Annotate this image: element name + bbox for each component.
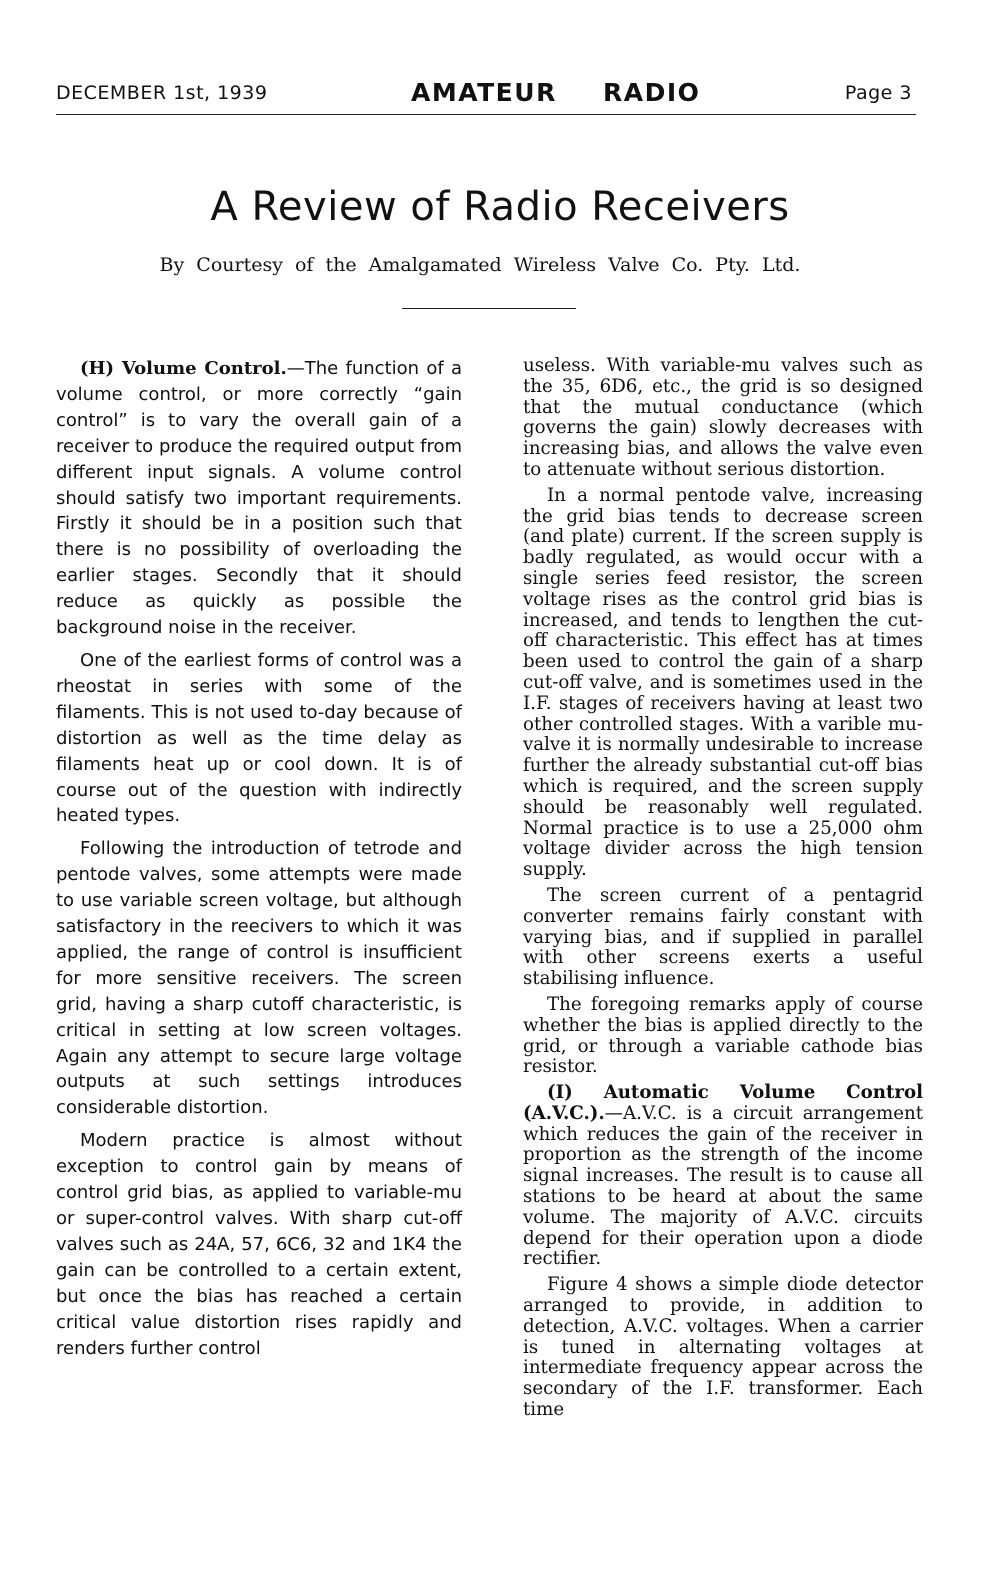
article-byline: By Courtesy of the Amalgamated Wireless Valve Co. Pty. Ltd. xyxy=(159,254,801,276)
section-heading-volume-control: (H) Volume Control. xyxy=(80,358,287,379)
right-column xyxy=(523,356,923,1426)
title-divider xyxy=(402,308,576,309)
paragraph-text: —A.V.C. is a circuit arrangement which reduces the gain of the receiver in proportion as the strength of the income signal increases. The result is to cause all stations to be heard at about the same volume. The majority of A.V.C. circuits depend for their operation upon a diode rectifier. xyxy=(523,1102,923,1270)
magazine-title: AMATEUR RADIO xyxy=(411,78,701,107)
page-number: Page 3 xyxy=(844,82,912,104)
paragraph-volume-control xyxy=(56,356,462,641)
paragraph-avc xyxy=(523,1083,923,1270)
issue-date: DECEMBER 1st, 1939 xyxy=(56,82,268,104)
paragraph-screen-voltage: Following the introduction of tetrode and pentode valves, some attempts were made to use variable screen voltage, but although satisfactory in the reecivers to which it was applied, the range of control is insufficient for more sensitive receivers. The screen grid, having a sharp cutoff characteristic, is critical in setting at low screen voltages. Again any attempt to secure large voltage outputs at such settings introduces considerable distortion. xyxy=(56,838,462,1119)
running-header xyxy=(56,78,916,115)
paragraph-rheostat: One of the earliest forms of control was a rheostat in series with some of the filaments. This is not used to-day because of distortion as well as the time delay as filaments heat up or cool down. It is of course out of the question with indirectly heated types. xyxy=(56,649,462,827)
paragraph-figure-4: Figure 4 shows a simple diode detector arranged to provide, in addition to detection, A.V.C. voltages. When a carrier is tuned in alternating voltages at intermediate frequency appear across the secondary of the I.F. transformer. Each time xyxy=(523,1274,923,1421)
paragraph-foregoing: The foregoing remarks apply of course whether the bias is applied directly to the grid, or through a variable cathode bias resistor. xyxy=(523,993,923,1078)
paragraph-grid-bias: Modern practice is almost without exception to control gain by means of control grid bias, as applied to variable-mu or super-control valves. With sharp cut-off valves such as 24A, 57, 6C6, 32 and 1K4 the gain can be controlled to a certain extent, but once the bias has reached a certain critical value distortion rises rapidly and renders further control xyxy=(56,1130,462,1359)
left-column xyxy=(56,356,462,1368)
paragraph-text: —The function of a volume control, or more correctly “gain control” is to vary the overall gain of a receiver to produce the required output from different input signals. A volume control should satisfy two important requirements. Firstly it should be in a position such that there is no possibility of overloading the earlier stages. Secondly that it should reduce as quickly as possible the background noise in the receiver. xyxy=(56,358,462,639)
section-heading-avc: (I) Automatic Volume Control (A.V.C.). xyxy=(523,1082,923,1124)
paragraph-pentagrid: The screen current of a pentagrid converter remains fairly constant with varying bias, and if supplied in parallel with other screens exerts a useful stabilising influence. xyxy=(523,884,923,990)
paragraph-variable-mu: useless. With variable-mu valves such as the 35, 6D6, etc., the grid is so designed that the mutual conductance (which governs the gain) slowly decreases with increasing bias, and allows the valve even to attenuate without serious distortion. xyxy=(523,355,923,480)
paragraph-pentode-bias: In a normal pentode valve, increasing the grid bias tends to decrease screen (and plate) current. If the screen supply is badly regulated, as would occur with a single series feed resistor, the screen voltage rises as the control grid bias is increased, and tends to lengthen the cut-off characteristic. This effect has at times been used to control the gain of a sharp cut-off valve, and is sometimes used in the I.F. stages of receivers having at least two other controlled stages. With a varible mu-valve it is normally undesirable to increase further the already substantial cut-off bias which is required, and the screen supply should be reasonably well regulated. Normal practice is to use a 25,000 ohm voltage divider across the high tension supply. xyxy=(523,484,923,881)
article-title: A Review of Radio Receivers xyxy=(210,184,790,230)
